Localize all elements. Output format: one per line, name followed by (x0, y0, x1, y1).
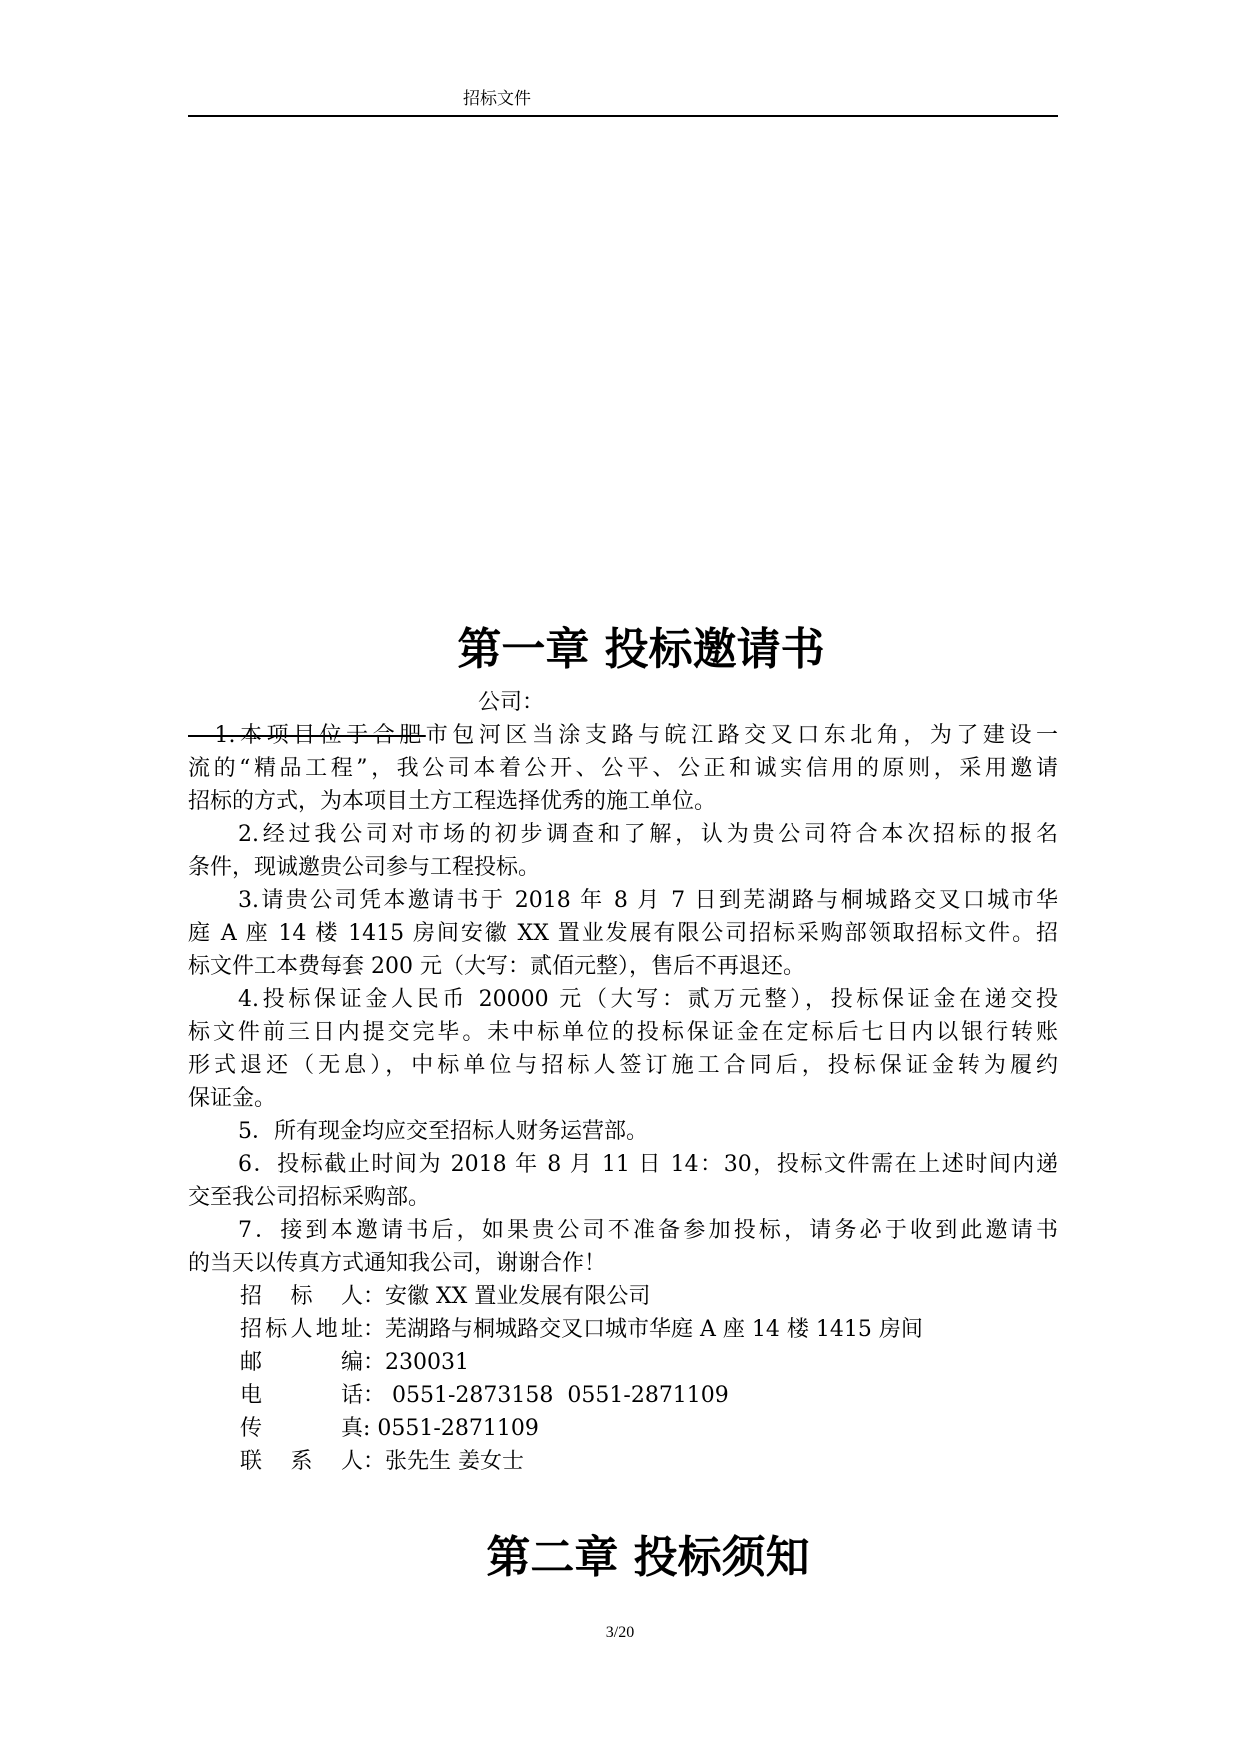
para-4-line-3: 形式退还（无息），中标单位与招标人签订施工合同后，投标保证金转为履约 (188, 1053, 1058, 1078)
para-7-line-2: 的当天以传真方式通知我公司，谢谢合作！ (188, 1251, 607, 1276)
contact-row-postcode (240, 1346, 469, 1380)
contact-row-tenderer (240, 1280, 650, 1314)
para-3-line-2: 庭 A 座 14 楼 1415 房间安徽 XX 置业发展有限公司招标采购部领取招标文件。招 (188, 921, 1058, 946)
contact-colon: ： (363, 1449, 386, 1474)
contact-row-phone (240, 1379, 729, 1413)
para-1-line-1 (188, 719, 1058, 753)
contact-value: 0551-2873158 0551-2871109 (385, 1383, 729, 1408)
para-6-line-2: 交至我公司招标采购部。 (188, 1185, 431, 1210)
contact-row-contact-person (240, 1445, 524, 1479)
para-4-line-4: 保证金。 (188, 1086, 277, 1111)
addressee: 公司： (478, 690, 545, 715)
contact-colon: ： (363, 1350, 386, 1375)
para-2-line-2: 条件，现诚邀贵公司参与工程投标。 (188, 855, 541, 880)
para-1-line-1-text: 市包河区当涂支路与皖江路交叉口东北角，为了建设一 (425, 723, 1058, 748)
contact-value: 芜湖路与桐城路交叉口城市华庭 A 座 14 楼 1415 房间 (385, 1317, 923, 1342)
contact-colon: : (363, 1416, 371, 1441)
contact-row-fax (240, 1412, 539, 1446)
contact-value: 张先生 姜女士 (385, 1449, 525, 1474)
struck-text: 1.本项目位于合肥 (188, 723, 426, 748)
para-5-line-1: 5．所有现金均应交至招标人财务运营部。 (238, 1119, 648, 1144)
contact-label: 联系人 (240, 1449, 363, 1474)
contact-colon: ： (363, 1383, 386, 1408)
contact-value: 230031 (385, 1350, 469, 1375)
contact-value: 0551-2871109 (370, 1416, 539, 1441)
chapter-1-title: 第一章 投标邀请书 (457, 624, 825, 675)
contact-value: 安徽 XX 置业发展有限公司 (385, 1284, 651, 1309)
contact-label: 电话 (240, 1383, 363, 1408)
para-4-line-1: 4.投标保证金人民币 20000 元（大写：贰万元整），投标保证金在递交投 (238, 987, 1058, 1012)
para-2-line-1: 2.经过我公司对市场的初步调查和了解，认为贵公司符合本次招标的报名 (238, 822, 1058, 847)
contact-label: 传真 (240, 1416, 363, 1441)
para-3-line-3: 标文件工本费每套 200 元（大写：贰佰元整），售后不再退还。 (188, 954, 805, 979)
header-divider (188, 115, 1058, 117)
contact-label: 邮编 (240, 1350, 363, 1375)
contact-colon: ： (363, 1284, 386, 1309)
para-4-line-2: 标文件前三日内提交完毕。未中标单位的投标保证金在定标后七日内以银行转账 (188, 1020, 1058, 1045)
chapter-2-title: 第二章 投标须知 (486, 1532, 810, 1583)
document-header-title: 招标文件 (463, 89, 531, 109)
para-1-line-3: 招标的方式，为本项目土方工程选择优秀的施工单位。 (188, 789, 717, 814)
contact-label: 招标人 (240, 1284, 363, 1309)
contact-label: 招标人地址 (240, 1317, 363, 1342)
para-7-line-1: 7．接到本邀请书后，如果贵公司不准备参加投标，请务必于收到此邀请书 (238, 1218, 1058, 1243)
contact-colon: ： (363, 1317, 386, 1342)
contact-row-address (240, 1313, 923, 1347)
para-6-line-1: 6．投标截止时间为 2018 年 8 月 11 日 14：30，投标文件需在上述时间内递 (238, 1152, 1058, 1177)
para-1-line-2: 流的“精品工程”，我公司本着公开、公平、公正和诚实信用的原则，采用邀请 (188, 756, 1058, 781)
para-3-line-1: 3.请贵公司凭本邀请书于 2018 年 8 月 7 日到芜湖路与桐城路交叉口城市华 (238, 888, 1058, 913)
page-number: 3/20 (605, 1624, 635, 1641)
